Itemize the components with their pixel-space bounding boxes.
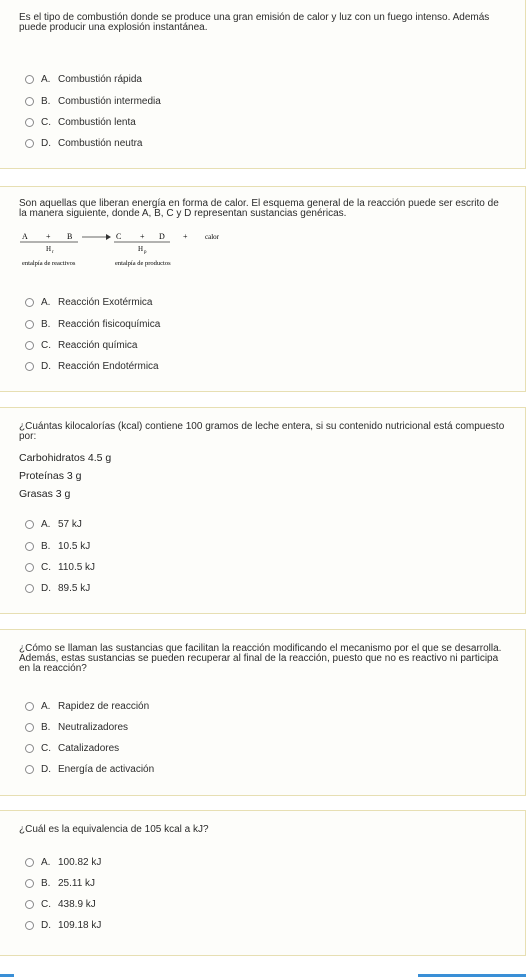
option-a[interactable]: [25, 699, 149, 713]
option-b[interactable]: [25, 317, 160, 331]
option-letter: B.: [41, 318, 51, 330]
option-letter: D.: [41, 137, 51, 149]
question-card-1: [0, 0, 526, 169]
radio-button[interactable]: [25, 542, 34, 551]
radio-button[interactable]: [25, 320, 34, 329]
option-label: Reacción química: [58, 339, 138, 351]
radio-button[interactable]: [25, 563, 34, 572]
products-caption: entalpía de productos: [115, 260, 171, 267]
option-letter: B.: [41, 95, 51, 107]
question-card-5: [0, 810, 526, 956]
option-letter: C.: [41, 898, 51, 910]
option-d[interactable]: [25, 136, 143, 150]
product-enthalpy-subscript: p: [144, 250, 147, 255]
question-card-2: [0, 186, 526, 392]
reaction-equation-graphic: [18, 229, 238, 269]
option-a[interactable]: [25, 295, 152, 309]
radio-button[interactable]: [25, 702, 34, 711]
option-letter: A.: [41, 856, 51, 868]
question-text: ¿Cuántas kilocalorías (kcal) contiene 100 gramos de leche entera, si su contenido nutricional está compuesto por:: [19, 421, 505, 442]
option-d[interactable]: [25, 918, 101, 932]
question-text: ¿Cómo se llaman las sustancias que facilitan la reacción modificando el mecanismo por el que se desarrolla. Además, estas sustancias se pueden recuperar al final de la reacción, puesto que no es reactivo ni participa en la reacción?: [19, 643, 502, 674]
radio-button[interactable]: [25, 584, 34, 593]
nutrient-proteins: Proteínas 3 g: [19, 470, 82, 482]
option-d[interactable]: [25, 359, 159, 373]
radio-button[interactable]: [25, 298, 34, 307]
option-label: Combustión neutra: [58, 137, 143, 149]
option-a[interactable]: [25, 72, 142, 86]
radio-button[interactable]: [25, 362, 34, 371]
radio-button[interactable]: [25, 75, 34, 84]
option-letter: C.: [41, 742, 51, 754]
radio-button[interactable]: [25, 520, 34, 529]
radio-button[interactable]: [25, 744, 34, 753]
product-c: C: [116, 232, 122, 241]
question-text: ¿Cuál es la equivalencia de 105 kcal a kJ?: [19, 824, 209, 835]
radio-button[interactable]: [25, 765, 34, 774]
plus-sign: +: [46, 232, 51, 241]
option-c[interactable]: [25, 560, 95, 574]
option-label: 25.11 kJ: [58, 877, 96, 889]
radio-button[interactable]: [25, 139, 34, 148]
plus-sign: +: [140, 232, 145, 241]
option-label: 10.5 kJ: [58, 540, 91, 552]
radio-button[interactable]: [25, 858, 34, 867]
option-letter: D.: [41, 360, 51, 372]
reactant-a: A: [22, 232, 28, 241]
option-label: 57 kJ: [58, 518, 82, 530]
radio-button[interactable]: [25, 900, 34, 909]
radio-button[interactable]: [25, 118, 34, 127]
option-c[interactable]: [25, 115, 136, 129]
option-label: Neutralizadores: [58, 721, 129, 733]
radio-button[interactable]: [25, 921, 34, 930]
option-a[interactable]: [25, 517, 82, 531]
product-enthalpy-symbol: H: [138, 245, 144, 253]
option-label: Reacción fisicoquímica: [58, 318, 161, 330]
radio-button[interactable]: [25, 723, 34, 732]
radio-button[interactable]: [25, 97, 34, 106]
option-label: Combustión rápida: [58, 73, 142, 85]
reactants-caption: entalpía de reactivos: [22, 260, 76, 267]
option-c[interactable]: [25, 338, 137, 352]
reactant-enthalpy-symbol: H: [46, 245, 52, 253]
option-letter: D.: [41, 582, 51, 594]
option-label: Combustión lenta: [58, 116, 136, 128]
option-label: Rapidez de reacción: [58, 700, 150, 712]
option-d[interactable]: [25, 581, 90, 595]
option-label: Catalizadores: [58, 742, 120, 754]
option-label: Reacción Exotérmica: [58, 296, 153, 308]
option-letter: B.: [41, 877, 51, 889]
option-label: 100.82 kJ: [58, 856, 102, 868]
question-text: Es el tipo de combustión donde se produce una gran emisión de calor y luz con un fuego intenso. Además puede producir una explosión instantánea.: [19, 12, 490, 33]
option-letter: C.: [41, 561, 51, 573]
option-b[interactable]: [25, 720, 128, 734]
option-c[interactable]: [25, 897, 96, 911]
option-d[interactable]: [25, 762, 154, 776]
option-label: Combustión intermedia: [58, 95, 161, 107]
option-label: 89.5 kJ: [58, 582, 91, 594]
option-letter: B.: [41, 540, 51, 552]
option-letter: C.: [41, 339, 51, 351]
reaction-scheme: [18, 229, 238, 269]
option-label: Reacción Endotérmica: [58, 360, 159, 372]
option-letter: A.: [41, 518, 51, 530]
option-label: Energía de activación: [58, 763, 155, 775]
reactant-b: B: [67, 232, 73, 241]
question-card-4: [0, 629, 526, 796]
option-letter: A.: [41, 73, 51, 85]
option-label: 110.5 kJ: [58, 561, 96, 573]
option-letter: D.: [41, 919, 51, 931]
option-letter: B.: [41, 721, 51, 733]
arrow-head: [106, 234, 111, 240]
nutrient-carbohydrates: Carbohidratos 4.5 g: [19, 452, 112, 464]
option-letter: A.: [41, 296, 51, 308]
option-b[interactable]: [25, 94, 161, 108]
question-text: Son aquellas que liberan energía en forma de calor. El esquema general de la reacción puede ser escrito de la manera siguiente, donde A, B, C y D representan sustancias genéricas.: [19, 198, 499, 219]
plus-sign: +: [183, 232, 188, 241]
radio-button[interactable]: [25, 341, 34, 350]
option-a[interactable]: [25, 855, 101, 869]
radio-button[interactable]: [25, 879, 34, 888]
question-card-3: [0, 407, 526, 614]
option-b[interactable]: [25, 539, 90, 553]
nutrient-fats: Grasas 3 g: [19, 488, 71, 500]
option-label: 109.18 kJ: [58, 919, 102, 931]
heat-term: calor: [205, 233, 219, 241]
product-d: D: [159, 232, 165, 241]
option-c[interactable]: [25, 741, 119, 755]
reactant-enthalpy-subscript: r: [52, 250, 54, 255]
option-letter: A.: [41, 700, 51, 712]
option-b[interactable]: [25, 876, 95, 890]
option-letter: D.: [41, 763, 51, 775]
option-letter: C.: [41, 116, 51, 128]
option-label: 438.9 kJ: [58, 898, 96, 910]
